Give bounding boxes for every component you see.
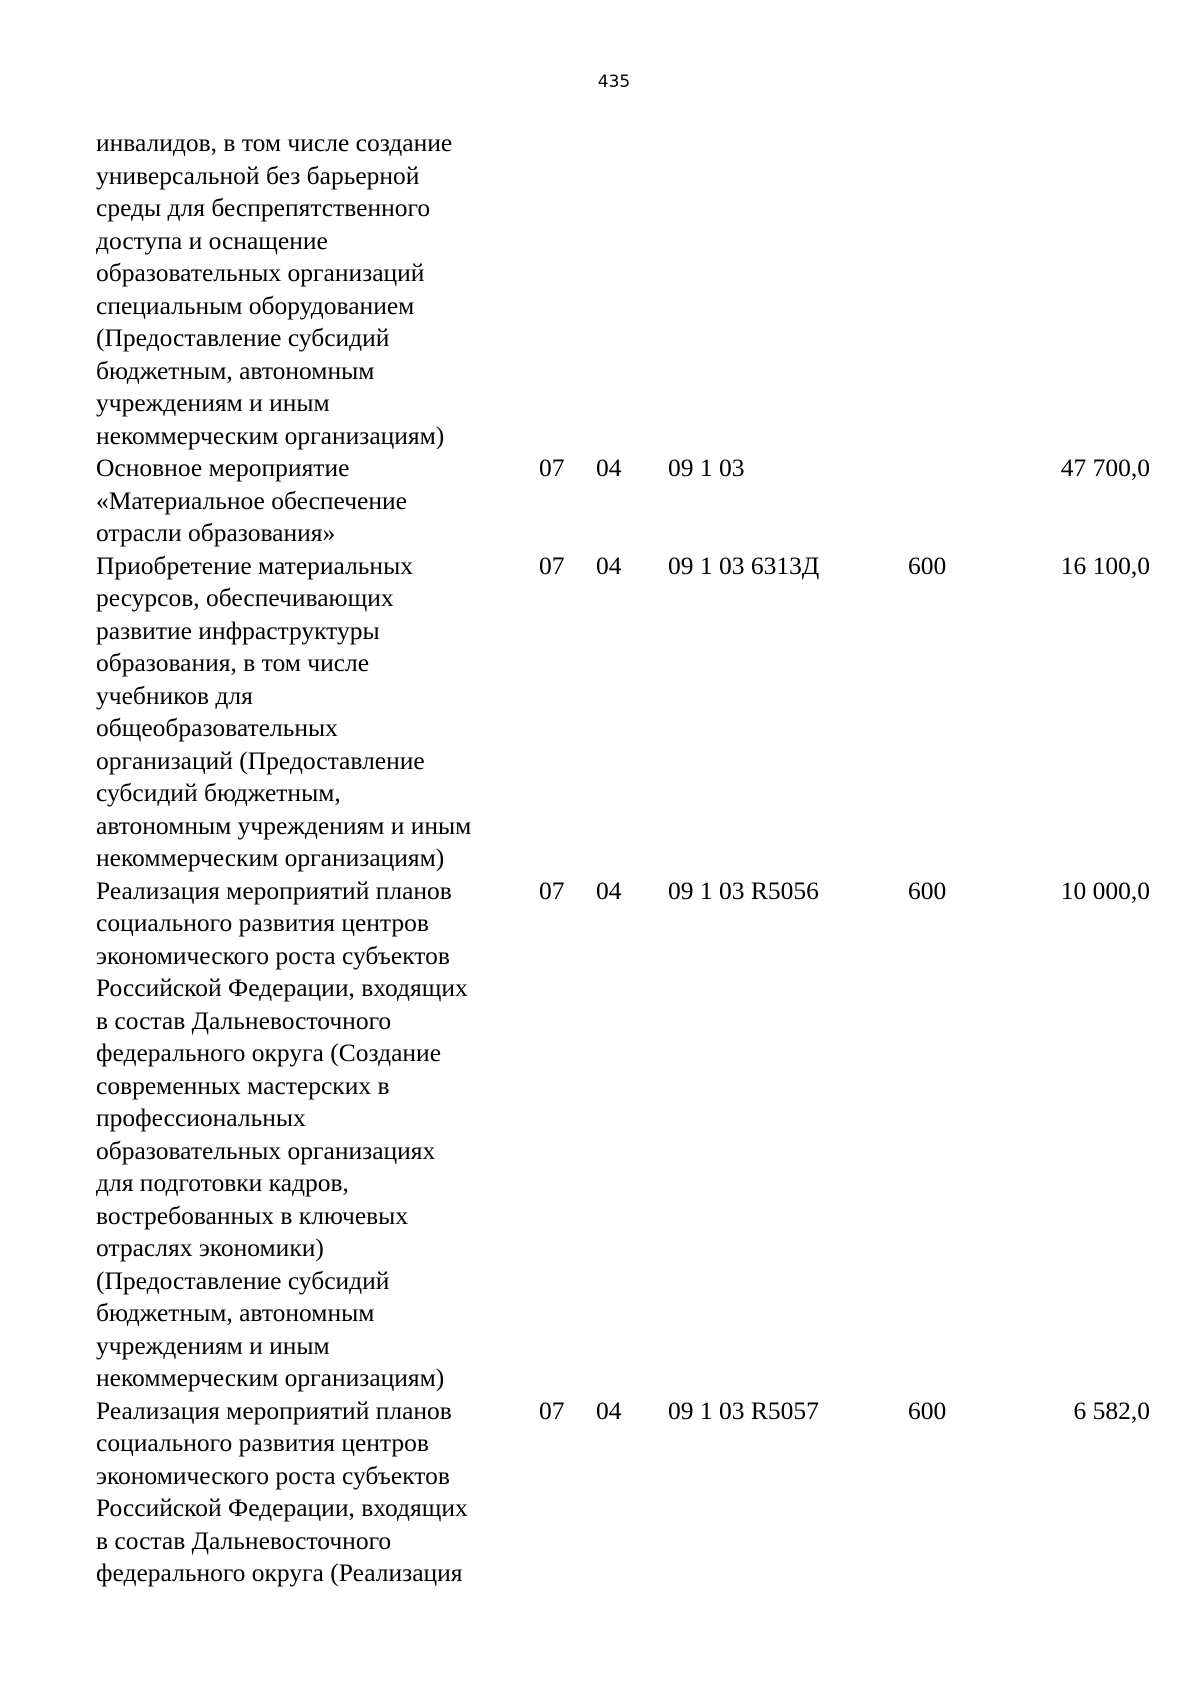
- section-code: 07: [539, 453, 565, 482]
- row-description: Основное мероприятие «Материальное обеспечение отрасли образования»: [96, 453, 407, 547]
- table-row: [96, 550, 1150, 875]
- table-row: [96, 127, 1150, 452]
- amount: 6 582,0: [1073, 1395, 1150, 1425]
- page-number: 435: [597, 72, 631, 92]
- row-description: Приобретение материальных ресурсов, обеспечивающих развитие инфраструктуры образования, в том числе учебников для общеобразовательных организаций (Предоставление субсидий бюджетным, автономным учреждениям и иным некоммерческим организациям): [96, 550, 472, 872]
- subsection-code: 04: [596, 1395, 622, 1425]
- budget-table: [96, 127, 1150, 1590]
- target-article-code: 09 1 03 R5057: [668, 1395, 819, 1425]
- expense-type-code: 600: [908, 1395, 947, 1425]
- expense-type-code: 600: [908, 550, 947, 580]
- section-code: 07: [539, 875, 565, 905]
- target-article-code: 09 1 03 6313Д: [668, 550, 820, 580]
- subsection-code: 04: [596, 875, 622, 905]
- subsection-code: 04: [596, 453, 622, 482]
- amount: 47 700,0: [1060, 453, 1150, 482]
- amount: 16 100,0: [1060, 550, 1150, 580]
- row-description: инвалидов, в том числе создание универсальной без барьерной среды для беспрепятственного доступа и оснащение образовательных организаций специальным оборудованием (Предоставление субсидий бюджетным, автономным учреждениям и иным некоммерческим организациям): [96, 128, 453, 450]
- section-code: 07: [539, 550, 565, 580]
- section-code: 07: [539, 1395, 565, 1425]
- row-description: Реализация мероприятий планов социального развития центров экономического роста субъектов Российской Федерации, входящих в состав Дальневосточного федерального округа (Создание современных мастерских в профессиональных образовательных организациях для подготовки кадров, востребованных в ключевых отраслях экономики) (Предоставление субсидий бюджетным, автономным учреждениям и иным некоммерческим организациям): [96, 875, 468, 1392]
- expense-type-code: 600: [908, 875, 947, 905]
- table-row: [96, 452, 1150, 550]
- target-article-code: 09 1 03 R5056: [668, 875, 819, 905]
- row-description: Реализация мероприятий планов социального развития центров экономического роста субъектов Российской Федерации, входящих в состав Дальневосточного федерального округа (Реализация: [96, 1395, 468, 1587]
- subsection-code: 04: [596, 550, 622, 580]
- table-row: [96, 1395, 1150, 1590]
- table-row: [96, 875, 1150, 1395]
- target-article-code: 09 1 03: [668, 453, 745, 482]
- amount: 10 000,0: [1060, 875, 1150, 905]
